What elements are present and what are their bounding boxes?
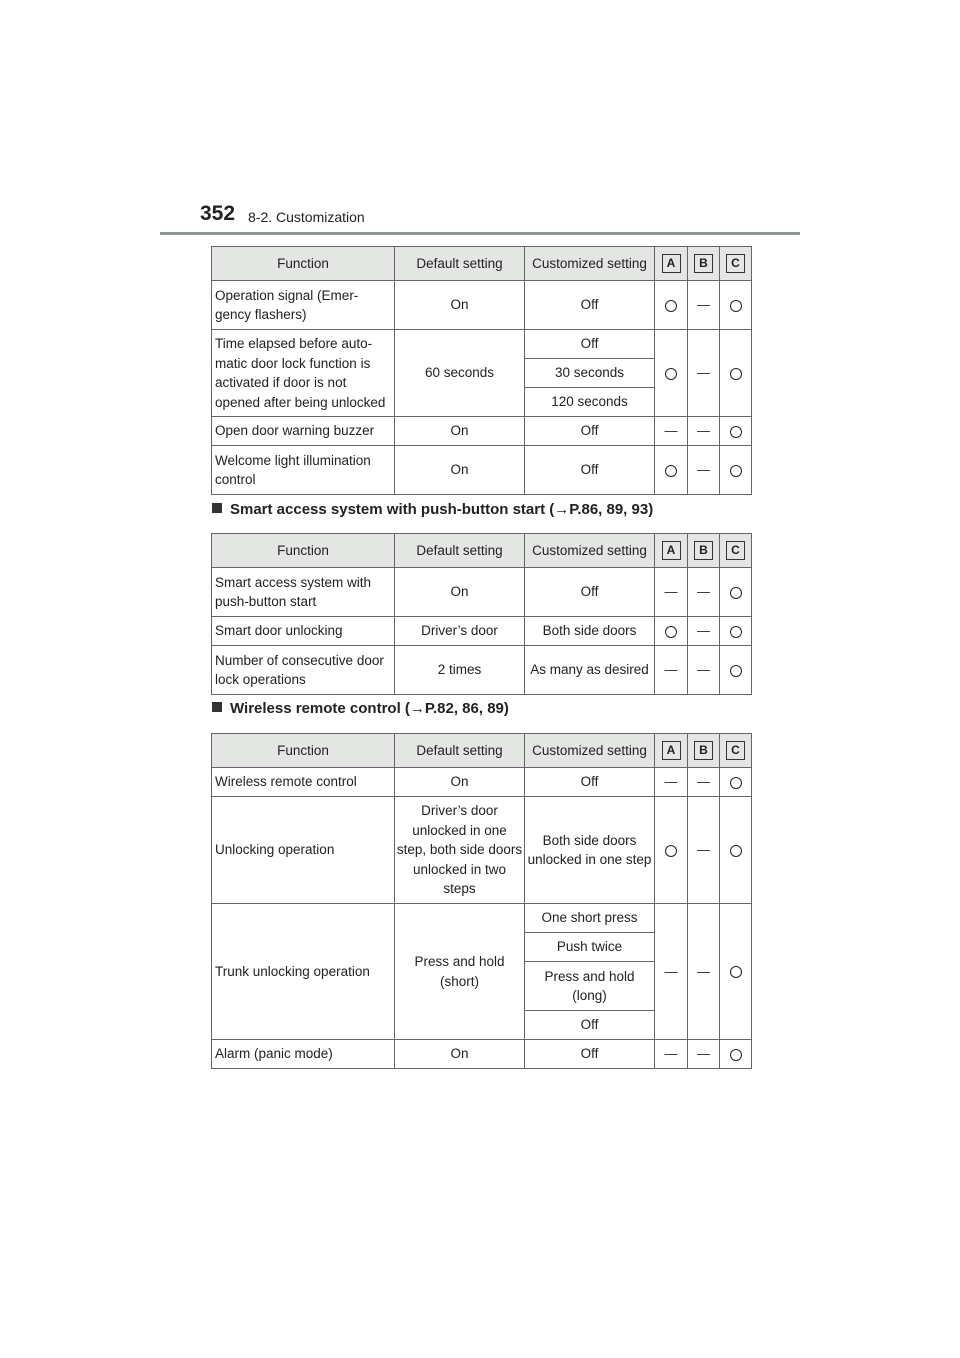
column-b-header: [688, 534, 720, 568]
mark-a: [655, 904, 688, 1040]
customization-table-1: [211, 246, 752, 495]
customization-table-3: [211, 733, 752, 1069]
dash-mark: —: [697, 365, 710, 381]
mark-c: [720, 646, 752, 695]
customized-cell: Off: [525, 330, 655, 359]
function-cell: Open door warning buzzer: [212, 417, 395, 446]
customized-cell: 30 seconds: [525, 359, 655, 388]
dash-mark: —: [664, 662, 678, 678]
customization-table-2: [211, 533, 752, 695]
table-row: [212, 768, 752, 797]
column-c-label: C: [726, 741, 745, 760]
default-cell: 2 times: [395, 646, 525, 695]
function-cell: Smart door unlocking: [212, 617, 395, 646]
table-row: [212, 281, 752, 330]
default-cell: On: [395, 417, 525, 446]
bullet-square-icon: [212, 702, 222, 712]
mark-b: [688, 646, 720, 695]
mark-b: [688, 330, 720, 417]
default-setting-header: Default setting: [395, 734, 525, 768]
column-a-header: [655, 247, 688, 281]
default-cell: Driver’s door unlocked in one step, both side doors unlocked in two steps: [395, 797, 525, 904]
mark-b: [688, 904, 720, 1040]
dash-mark: —: [664, 774, 678, 790]
mark-c: [720, 330, 752, 417]
default-setting-header: Default setting: [395, 534, 525, 568]
dash-mark: —: [697, 297, 710, 313]
section-heading-text: Wireless remote control (→P.82, 86, 89): [230, 700, 509, 717]
mark-b: [688, 797, 720, 904]
mark-b: [688, 768, 720, 797]
mark-c: [720, 904, 752, 1040]
circle-mark-icon: [665, 465, 677, 477]
mark-b: [688, 1040, 720, 1069]
customized-setting-header: Customized setting: [525, 247, 655, 281]
customized-cell: Off: [525, 1011, 655, 1040]
header-rule: [160, 232, 800, 235]
page-number: 352: [200, 202, 236, 225]
mark-a: [655, 330, 688, 417]
dash-mark: —: [697, 462, 710, 478]
circle-mark-icon: [730, 368, 742, 380]
table-header-row: [212, 534, 752, 568]
column-a-label: A: [662, 254, 681, 273]
dash-mark: —: [664, 963, 678, 979]
customized-cell: Off: [525, 1040, 655, 1069]
default-cell: On: [395, 568, 525, 617]
table-row: [212, 417, 752, 446]
function-header: Function: [212, 247, 395, 281]
dash-mark: —: [697, 584, 710, 600]
customized-setting-header: Customized setting: [525, 534, 655, 568]
function-cell: Welcome light illumination control: [212, 446, 395, 495]
customized-cell: Both side doors unlocked in one step: [525, 797, 655, 904]
dash-mark: —: [697, 662, 710, 678]
default-cell: 60 seconds: [395, 330, 525, 417]
function-cell: Trunk unlocking operation: [212, 904, 395, 1040]
circle-mark-icon: [665, 300, 677, 312]
circle-mark-icon: [730, 665, 742, 677]
section-heading-text: Smart access system with push-button start (→P.86, 89, 93): [230, 501, 654, 518]
table-row: [212, 1040, 752, 1069]
dash-mark: —: [664, 423, 678, 439]
default-setting-header: Default setting: [395, 247, 525, 281]
function-cell: Number of consecutive door lock operations: [212, 646, 395, 695]
table-header-row: [212, 734, 752, 768]
function-cell: Smart access system with push-button start: [212, 568, 395, 617]
customized-cell: As many as desired: [525, 646, 655, 695]
dash-mark: —: [697, 423, 710, 439]
column-c-header: [720, 734, 752, 768]
mark-c: [720, 446, 752, 495]
column-c-header: [720, 534, 752, 568]
section-heading-smart-access: [212, 501, 653, 518]
table-row: [212, 797, 752, 904]
dash-mark: —: [664, 1046, 678, 1062]
mark-a: [655, 281, 688, 330]
section-heading-wireless-remote: [212, 700, 509, 717]
circle-mark-icon: [730, 465, 742, 477]
mark-a: [655, 417, 688, 446]
mark-b: [688, 281, 720, 330]
function-cell: Operation signal (Emer- gency flashers): [212, 281, 395, 330]
customized-cell: Off: [525, 568, 655, 617]
mark-c: [720, 568, 752, 617]
dash-mark: —: [664, 584, 678, 600]
page-header: [160, 202, 800, 236]
mark-b: [688, 617, 720, 646]
column-b-label: B: [694, 254, 713, 273]
function-cell: Unlocking operation: [212, 797, 395, 904]
mark-c: [720, 1040, 752, 1069]
function-header: Function: [212, 534, 395, 568]
dash-mark: —: [697, 774, 710, 790]
circle-mark-icon: [730, 587, 742, 599]
mark-a: [655, 617, 688, 646]
circle-mark-icon: [665, 626, 677, 638]
mark-a: [655, 568, 688, 617]
table-row: [212, 446, 752, 495]
column-a-header: [655, 534, 688, 568]
customized-cell: Off: [525, 768, 655, 797]
chapter-title: 8-2. Customization: [248, 209, 365, 225]
mark-b: [688, 417, 720, 446]
function-cell: Wireless remote control: [212, 768, 395, 797]
table-row: [212, 904, 752, 933]
table-header-row: [212, 247, 752, 281]
mark-a: [655, 446, 688, 495]
circle-mark-icon: [730, 300, 742, 312]
mark-b: [688, 568, 720, 617]
column-c-label: C: [726, 254, 745, 273]
circle-mark-icon: [665, 845, 677, 857]
table-row: [212, 568, 752, 617]
default-cell: On: [395, 281, 525, 330]
mark-b: [688, 446, 720, 495]
default-cell: On: [395, 768, 525, 797]
mark-c: [720, 797, 752, 904]
dash-mark: —: [697, 842, 710, 858]
customized-cell: Off: [525, 446, 655, 495]
circle-mark-icon: [730, 1049, 742, 1061]
column-b-label: B: [694, 741, 713, 760]
circle-mark-icon: [665, 368, 677, 380]
default-cell: Driver’s door: [395, 617, 525, 646]
mark-c: [720, 617, 752, 646]
customized-cell: Push twice: [525, 933, 655, 962]
mark-a: [655, 797, 688, 904]
customized-cell: Press and hold (long): [525, 962, 655, 1011]
circle-mark-icon: [730, 426, 742, 438]
column-b-header: [688, 734, 720, 768]
table-row: [212, 646, 752, 695]
mark-a: [655, 768, 688, 797]
function-cell: Time elapsed before auto- matic door lock function is activated if door is not opened after being unlocked: [212, 330, 395, 417]
column-a-header: [655, 734, 688, 768]
default-cell: Press and hold (short): [395, 904, 525, 1040]
customized-setting-header: Customized setting: [525, 734, 655, 768]
dash-mark: —: [697, 623, 710, 639]
bullet-square-icon: [212, 503, 222, 513]
table-row: [212, 617, 752, 646]
customized-cell: Off: [525, 417, 655, 446]
column-c-header: [720, 247, 752, 281]
customized-cell: Both side doors: [525, 617, 655, 646]
mark-c: [720, 768, 752, 797]
column-a-label: A: [662, 741, 681, 760]
mark-c: [720, 417, 752, 446]
default-cell: On: [395, 446, 525, 495]
customized-cell: Off: [525, 281, 655, 330]
customized-cell: One short press: [525, 904, 655, 933]
column-a-label: A: [662, 541, 681, 560]
circle-mark-icon: [730, 845, 742, 857]
circle-mark-icon: [730, 626, 742, 638]
mark-c: [720, 281, 752, 330]
circle-mark-icon: [730, 966, 742, 978]
circle-mark-icon: [730, 777, 742, 789]
column-c-label: C: [726, 541, 745, 560]
column-b-label: B: [694, 541, 713, 560]
dash-mark: —: [697, 963, 710, 979]
dash-mark: —: [697, 1046, 710, 1062]
table-row: [212, 330, 752, 359]
mark-a: [655, 1040, 688, 1069]
function-header: Function: [212, 734, 395, 768]
customized-cell: 120 seconds: [525, 388, 655, 417]
function-cell: Alarm (panic mode): [212, 1040, 395, 1069]
mark-a: [655, 646, 688, 695]
default-cell: On: [395, 1040, 525, 1069]
column-b-header: [688, 247, 720, 281]
